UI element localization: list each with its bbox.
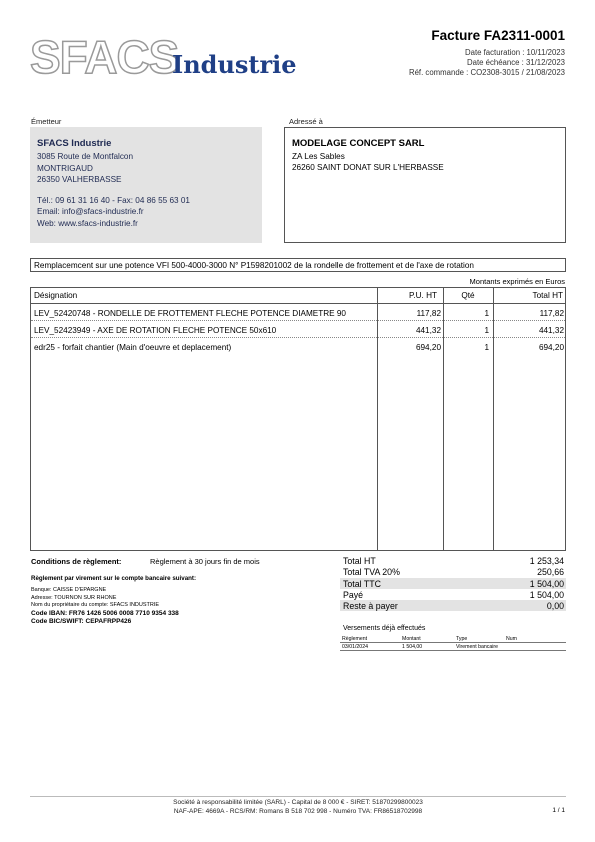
total-tva-label: Total TVA 20%	[343, 567, 400, 578]
remaining-row	[340, 600, 566, 611]
row-unit-price: 694,20	[415, 343, 441, 352]
total-ht-value: 1 253,34	[529, 556, 564, 566]
row-quantity: 1	[484, 309, 489, 318]
bic: Code BIC/SWIFT: CEPAFRPP426	[31, 618, 132, 625]
payments-title: Versements déjà effectués	[343, 625, 426, 632]
totals-block	[340, 555, 566, 611]
payments-header	[340, 635, 566, 643]
invoice-meta	[409, 48, 565, 78]
footer-line-1: Société à responsabilité limitée (SARL) - Capital de 8 000 € - SIRET: 51870299800023	[173, 799, 423, 806]
row-unit-price: 117,82	[416, 309, 441, 318]
header-total: Total HT	[532, 291, 563, 300]
order-reference: Réf. commande : CO2308-3015 / 21/08/2023	[408, 68, 565, 77]
invoice-date: Date facturation : 10/11/2023	[465, 48, 565, 57]
total-ht-label: Total HT	[343, 556, 376, 566]
issuer-address-3: 26350 VALHERBASSE	[37, 175, 122, 184]
payments-header-num: Num	[506, 636, 517, 642]
total-tva-value: 250,66	[537, 567, 564, 578]
payment-row	[340, 643, 566, 651]
invoice-title: Facture FA2311-0001	[431, 28, 565, 43]
header-designation: Désignation	[34, 291, 78, 300]
payment-date: 03/01/2024	[342, 644, 368, 650]
bank-title: Règlement par virement sur le compte bancaire suivant:	[31, 575, 197, 582]
remaining-label: Reste à payer	[343, 601, 398, 612]
total-ttc-row	[340, 578, 566, 589]
payment-conditions-value: Règlement à 30 jours fin de mois	[150, 557, 260, 566]
logo-mark: SFACS	[30, 31, 179, 83]
recipient-label: Adressé à	[289, 117, 323, 126]
issuer-address-1: 3085 Route de Montfalcon	[37, 152, 134, 161]
row-designation: LEV_52420748 - RONDELLE DE FROTTEMENT FLECHE POTENCE DIAMETRE 90	[34, 309, 346, 318]
table-header	[31, 288, 565, 304]
row-unit-price: 441,32	[415, 326, 441, 335]
row-designation: LEV_52423949 - AXE DE ROTATION FLECHE POTENCE 50x610	[34, 326, 277, 335]
paid-row	[340, 589, 566, 600]
recipient-address-2: 26260 SAINT DONAT SUR L'HERBASSE	[292, 163, 444, 172]
recipient-address-1: ZA Les Sables	[292, 152, 345, 161]
recipient-box	[284, 127, 566, 243]
paid-value: 1 504,00	[529, 589, 564, 600]
logo-wordmark: Industrie	[172, 50, 297, 79]
company-logo	[30, 31, 297, 83]
row-total: 694,20	[538, 343, 564, 352]
recipient-name: MODELAGE CONCEPT SARL	[292, 138, 425, 149]
issuer-website[interactable]: Web: www.sfacs-industrie.fr	[37, 218, 138, 228]
row-total: 117,82	[539, 309, 564, 318]
table-row	[31, 339, 565, 355]
bank-details	[31, 587, 179, 627]
header-unit-price: P.U. HT	[408, 291, 437, 300]
row-designation: edr25 - forfait chantier (Main d'oeuvre et deplacement)	[34, 343, 232, 352]
iban: Code IBAN: FR76 1426 5006 0008 7710 9354 338	[31, 609, 179, 617]
issuer-name: SFACS Industrie	[37, 138, 112, 149]
total-ttc-value: 1 504,00	[529, 578, 564, 589]
items-table	[30, 287, 566, 551]
payment-type: Virement bancaire	[456, 644, 499, 650]
row-quantity: 1	[484, 343, 489, 352]
issuer-address-2: MONTRIGAUD	[37, 163, 93, 173]
table-row	[31, 322, 565, 338]
footer-line-2: NAF-APE: 4669A - RCS/RM: Romans B 518 702 998 - Numéro TVA: FR86518702998	[173, 808, 423, 815]
total-tva-row	[340, 566, 566, 577]
table-row	[31, 305, 565, 321]
issuer-label: Émetteur	[31, 117, 62, 126]
header-quantity: Qté	[461, 291, 475, 300]
payments-header-amount: Montant	[402, 636, 421, 642]
footer	[30, 798, 566, 816]
issuer-box	[30, 127, 262, 243]
payments-header-type: Type	[456, 636, 468, 642]
footer-divider	[30, 796, 566, 797]
account-owner: Nom du propriétaire du compte: SFACS INDUSTRIE	[31, 602, 160, 608]
issuer-phone: Tél.: 09 61 31 16 40 - Fax: 04 86 55 63 01	[37, 195, 190, 205]
invoice-subject: Remplacemcent sur une potence VFI 500-4000-3000 N° P1598201002 de la rondelle de frottement et de l'axe de rotation	[30, 258, 566, 272]
paid-label: Payé	[343, 589, 364, 600]
payments-header-date: Règlement	[342, 636, 368, 642]
total-ht-row	[340, 555, 566, 566]
row-total: 441,32	[538, 326, 564, 335]
currency-note: Montants exprimés en Euros	[469, 277, 565, 286]
row-quantity: 1	[484, 326, 489, 335]
payment-amount: 1 504,00	[402, 644, 423, 650]
due-date: Date échéance : 31/12/2023	[467, 58, 565, 67]
remaining-value: 0,00	[546, 601, 564, 612]
bank-name: Banque: CAISSE D'EPARGNE	[31, 587, 107, 593]
page-number: 1 / 1	[552, 807, 565, 814]
bank-address: Adresse: TOURNON SUR RHONE	[31, 594, 117, 601]
issuer-email[interactable]: Email: info@sfacs-industrie.fr	[37, 207, 144, 216]
payment-conditions-label: Conditions de règlement:	[31, 557, 122, 566]
total-ttc-label: Total TTC	[343, 578, 381, 589]
payments-table	[340, 635, 566, 651]
